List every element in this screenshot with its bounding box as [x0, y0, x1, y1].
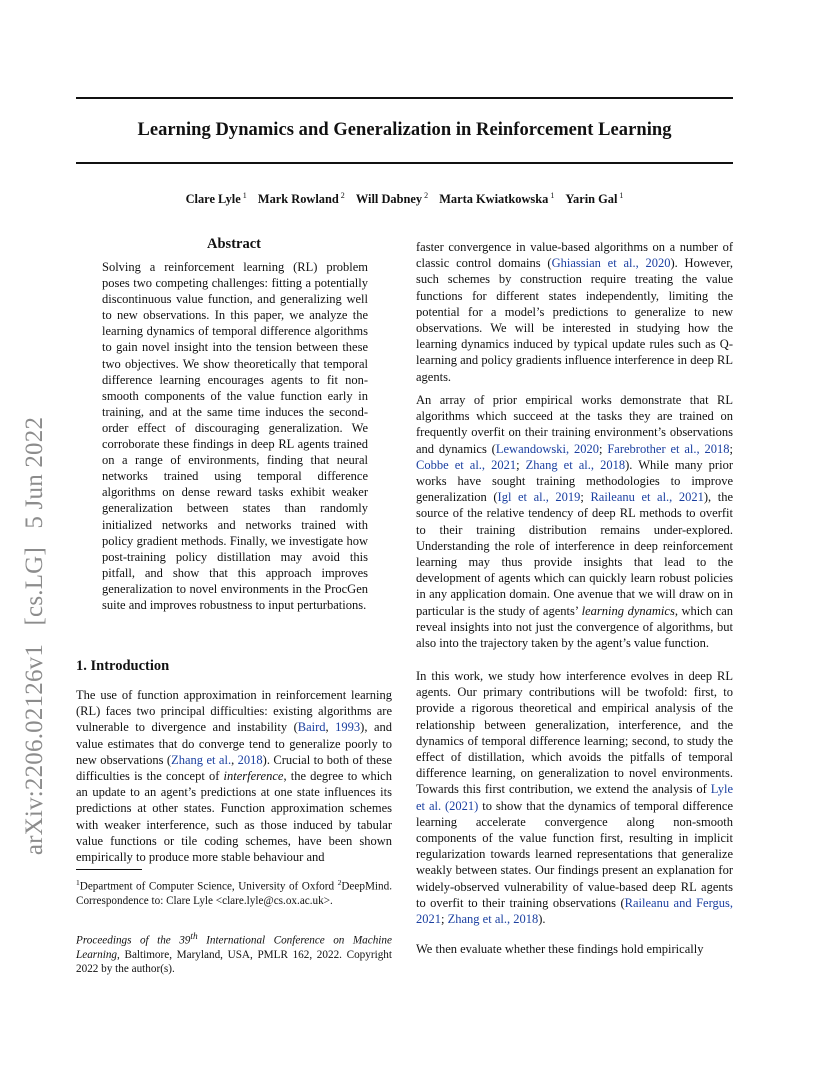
citation-link[interactable]: Igl et al., 2019	[497, 490, 581, 505]
citation-link[interactable]: 2018	[237, 752, 263, 767]
citation-link[interactable]: Baird	[297, 720, 326, 735]
right-paragraph: In this work, we study how interference evolves in deep RL agents. Our primary contributions will be twofold: first, to provide a rigorous theoretical and empirical analysis of the relationship between generalization, interference, and the dynamics of temporal difference learning; second, to study the effect of distillation, which avoids the pitfalls of temporal difference learning, on generalization to novel environments. Towards this first contribution, we extend the analysis of Lyle et al. (2021) to show that the dynamics of temporal difference learning accelerate convergence along non-smooth components of the value function first, resulting in implicit regularization towards learned representations that generalize weakly between states. Our findings present an explanation for widely-observed vulnerability of value-based deep RL agents to overfit to their training observations (Raileanu and Fergus, 2021; Zhang et al., 2018).	[416, 669, 733, 927]
author: Marta Kwiatkowska $^1$	[439, 191, 555, 207]
citation-link[interactable]: Zhang et al., 2018	[447, 912, 539, 927]
citation-link[interactable]: Lewandowski, 2020	[495, 441, 599, 456]
right-paragraph: An array of prior empirical works demonstrate that RL algorithms which succeed at the tasks they are trained on frequently overfit on their training environment’s observations and dynamics (Lewandowski, 2020; Farebrother et al., 2018; Cobbe et al., 2021; Zhang et al., 2018). While many prior works have sought training methodologies to improve generalization (Igl et al., 2019; Raileanu et al., 2021), the source of the relative tendency of deep RL methods to overfit to their training distribution remains under-explored. Understanding the role of interference in deep reinforcement learning may thus provide insights that lead to the development of agents which can quickly learn robust policies in any application domain. One avenue that we will draw on in particular is the study of agents’ learning dynamics, which can reveal insights into not just the convergence of algorithms, but also into the trajectory taken by the agent’s value function.	[416, 393, 734, 651]
affiliation-footnote: $^1$Department of Computer Science, University of Oxford $^2$DeepMind. Correspondence to: Clare Lyle <clare.lyle@cs.ox.ac.uk>.	[76, 878, 392, 907]
author: Clare Lyle $^1$	[185, 191, 247, 207]
proceedings-note: Proceedings of the 39th International Conference on Machine Learning, Baltimore, Maryland, USA, PMLR 162, 2022. Copyright 2022 by the author(s).	[76, 932, 392, 975]
abstract-text: Solving a reinforcement learning (RL) problem poses two competing challenges: fitting a potentially discontinuous value function, and generalizing well to new observations. In this paper, we analyze the learning dynamics of temporal difference algorithms to gain novel insight into the tension between these two objectives. We show theoretically that temporal difference learning encourages agents to fit non-smooth components of the value function early in training, and at the same time induces the second-order effect of discouraging generalization. We corroborate these findings in deep RL agents trained on a range of environments, finding that neural networks trained using temporal difference algorithms on dense reward tasks exhibit weaker generalization between states than randomly initialized networks and networks trained with policy gradient methods. Finally, we investigate how post-training policy distillation may avoid this pitfall, and show that this approach improves generalization to novel environments in the ProcGen suite and improves robustness to input perturbations.	[102, 260, 368, 612]
abstract-heading: Abstract	[207, 236, 261, 252]
right-paragraph: faster convergence in value-based algorithms on a number of classic control domains (Ghiassian et al., 2020). However, such schemes by construction require treating the value functions for different states independently, limiting the potential for a model’s predictions to generalize to new observations. We will be interested in studying how the learning dynamics induced by typical update rules such as Q-learning and policy gradients influence interference in deep RL agents.	[416, 240, 733, 384]
intro-paragraph: The use of function approximation in reinforcement learning (RL) faces two principal difficulties: existing algorithms are vulnerable to divergence and instability (Baird, 1993), and value estimates that do converge tend to generalize poorly to new observations (Zhang et al., 2018). Crucial to both of these difficulties is the concept of interference, the degree to which an update to an agent’s predictions at one state influences its predictions at other states. Function approximation schemes with weaker interference, such as those induced by tabular value functions or tile coding schemes, have been shown empirically to produce more stable behaviour and	[76, 688, 393, 865]
author: Yarin Gal $^1$	[565, 191, 624, 207]
section-heading-introduction: 1. Introduction	[76, 658, 170, 674]
bottom-rule	[76, 162, 733, 164]
arxiv-sidebar-stamp	[21, 276, 49, 996]
emphasis-term: interference	[223, 769, 284, 784]
arxiv-id: arXiv:2206.02126v1	[21, 643, 48, 856]
citation-link[interactable]: Farebrother et al., 2018	[607, 441, 730, 456]
paper-title: Learning Dynamics and Generalization in Reinforcement Learning	[137, 120, 672, 140]
citation-link[interactable]: Cobbe et al., 2021	[416, 457, 517, 472]
right-paragraph: We then evaluate whether these findings hold empirically	[416, 942, 704, 956]
arxiv-date: 5 Jun 2022	[21, 416, 48, 529]
author: Mark Rowland $^2$	[257, 191, 345, 207]
citation-link[interactable]: Zhang et al.	[171, 752, 232, 767]
footnote-rule	[76, 869, 142, 870]
citation-link[interactable]: 1993	[335, 720, 361, 735]
emphasis-term: learning dynamics	[581, 603, 675, 618]
citation-link[interactable]: Lyle et al. (2021)	[416, 782, 733, 813]
arxiv-category: [cs.LG]	[21, 547, 48, 626]
citation-link[interactable]: Zhang et al., 2018	[525, 457, 626, 472]
top-rule	[76, 97, 733, 99]
citation-link[interactable]: Raileanu and Fergus, 2021	[416, 895, 733, 927]
citation-link[interactable]: Ghiassian et al., 2020	[551, 256, 671, 271]
author-list	[76, 191, 733, 207]
author: Will Dabney $^2$	[355, 191, 429, 207]
citation-link[interactable]: Raileanu et al., 2021	[590, 490, 704, 505]
